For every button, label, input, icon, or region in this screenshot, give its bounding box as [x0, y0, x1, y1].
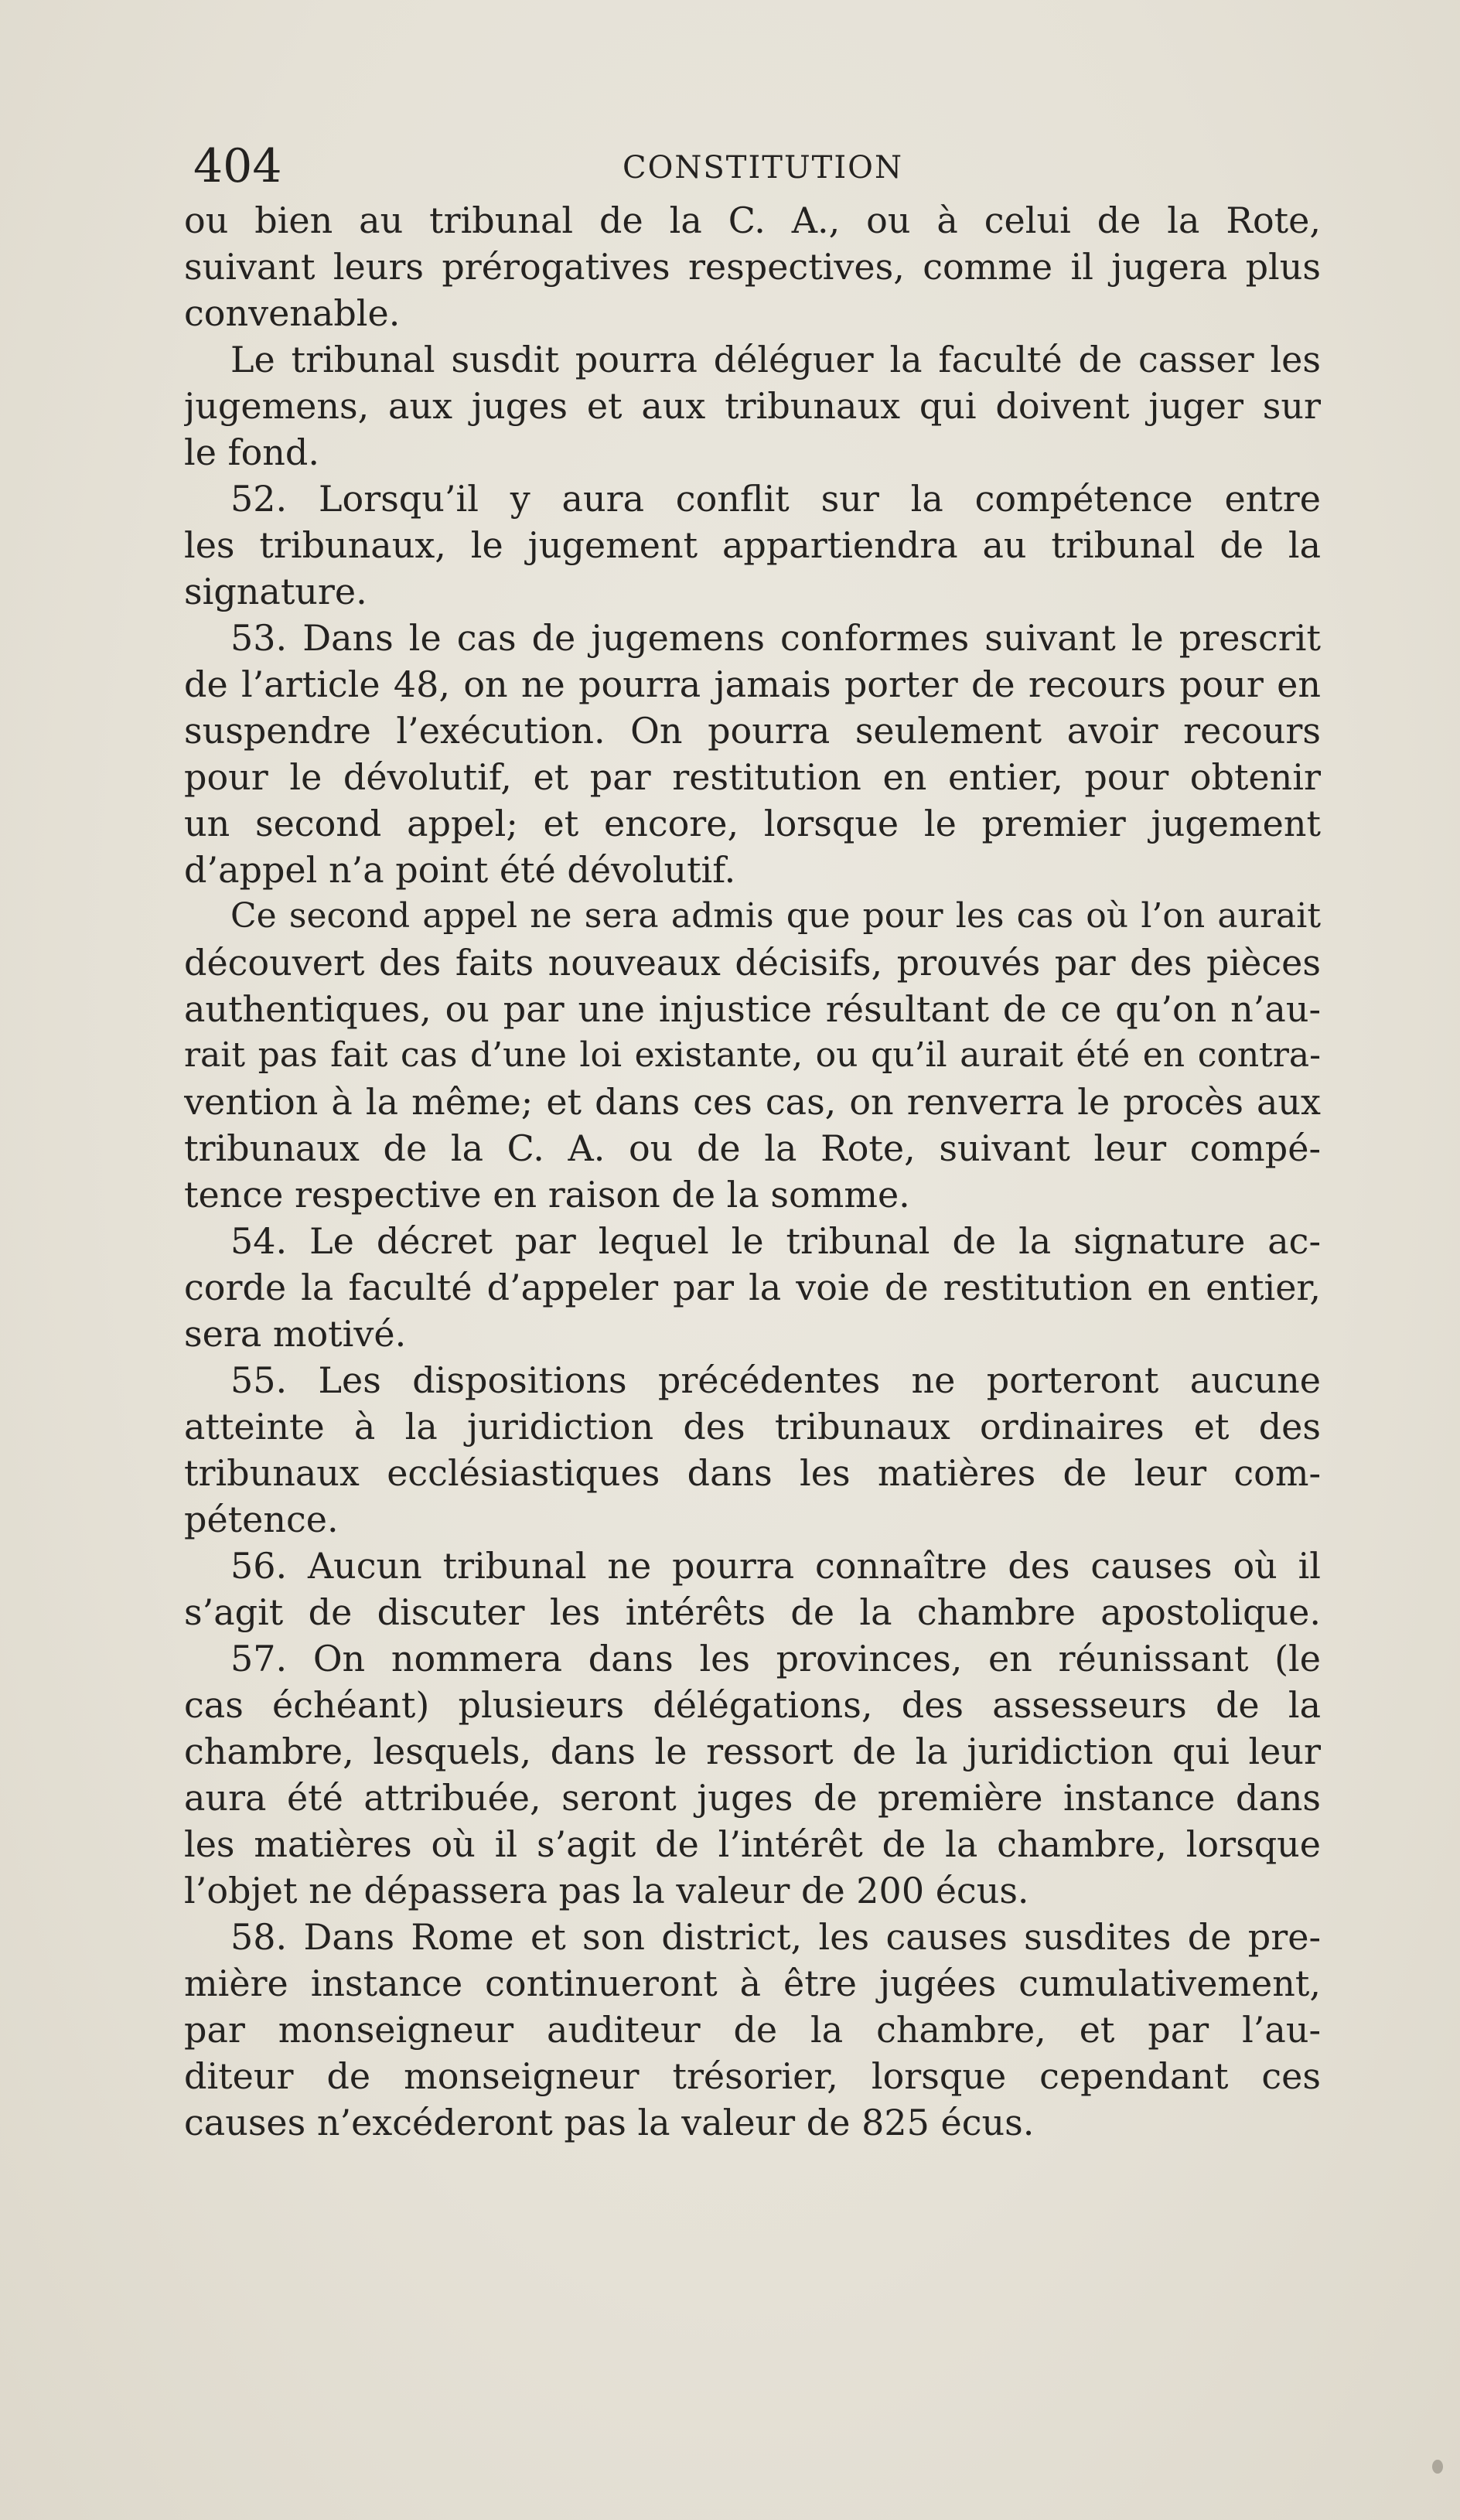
body-text [184, 197, 1321, 2146]
text-line: signature. [184, 571, 367, 612]
text-line: 52. Lorsqu’il y aura conflit sur la compétence entre [230, 478, 1321, 520]
text-line: atteinte à la juridiction des tribunaux ordinaires et des [184, 1406, 1321, 1448]
text-line: causes n’excéderont pas la valeur de 825 écus. [184, 2102, 1035, 2143]
text-line: vention à la même; et dans ces cas, on renverra le procès aux [184, 1081, 1321, 1123]
text-line: Le tribunal susdit pourra déléguer la faculté de casser les [230, 339, 1321, 380]
text-line: pétence. [184, 1499, 339, 1540]
text-line: diteur de monseigneur trésorier, lorsque cependant ces [184, 2055, 1321, 2097]
text-line: ou bien au tribunal de la C. A., ou à celui de la Rote, [184, 199, 1321, 241]
text-line: tribunaux ecclésiastiques dans les matières de leur com- [184, 1452, 1321, 1494]
text-line: sera motivé. [184, 1313, 407, 1355]
text-line: les matières où il s’agit de l’intérêt de la chambre, lorsque [184, 1823, 1321, 1865]
text-line: 54. Le décret par lequel le tribunal de la signature ac- [230, 1220, 1321, 1262]
text-line: tence respective en raison de la somme. [184, 1174, 910, 1216]
text-line: chambre, lesquels, dans le ressort de la juridiction qui leur [184, 1731, 1321, 1772]
text-line: convenable. [184, 292, 401, 334]
text-line: suspendre l’exécution. On pourra seulement avoir recours [184, 710, 1321, 752]
page-header [186, 131, 1315, 201]
text-line: d’appel n’a point été dévolutif. [184, 849, 736, 891]
text-line: 58. Dans Rome et son district, les causes susdites de pre- [230, 1916, 1321, 1958]
text-line: mière instance continueront à être jugées cumulativement, [184, 1962, 1321, 2004]
text-line: authentiques, ou par une injustice résultant de ce qu’on n’au- [184, 988, 1321, 1030]
text-line: le fond. [184, 431, 319, 473]
text-line: découvert des faits nouveaux décisifs, prouvés par des pièces [184, 942, 1321, 984]
text-line: pour le dévolutif, et par restitution en entier, pour obtenir [184, 756, 1321, 798]
paper-stain [1432, 2460, 1443, 2474]
page-number: 404 [193, 139, 282, 193]
text-line: tribunaux de la C. A. ou de la Rote, suivant leur compé- [184, 1127, 1321, 1169]
text-line: de l’article 48, on ne pourra jamais porter de recours pour en [184, 663, 1321, 705]
text-line: Ce second appel ne sera admis que pour les cas où l’on aurait [230, 896, 1321, 936]
text-line: 53. Dans le cas de jugemens conformes suivant le prescrit [230, 617, 1321, 659]
text-line: les tribunaux, le jugement appartiendra au tribunal de la [184, 524, 1321, 566]
text-line: un second appel; et encore, lorsque le premier jugement [184, 803, 1321, 844]
text-line: suivant leurs prérogatives respectives, comme il jugera plus [184, 246, 1321, 288]
text-line: rait pas fait cas d’une loi existante, ou qu’il aurait été en contra- [184, 1035, 1321, 1075]
text-line: aura été attribuée, seront juges de première instance dans [184, 1777, 1321, 1819]
text-line: l’objet ne dépassera pas la valeur de 200 écus. [184, 1870, 1029, 1911]
text-line: 55. Les dispositions précédentes ne porteront aucune [230, 1359, 1321, 1401]
text-line: s’agit de discuter les intérêts de la chambre apostolique. [184, 1591, 1321, 1633]
text-line: cas échéant) plusieurs délégations, des assesseurs de la [184, 1684, 1321, 1726]
text-line: 57. On nommera dans les provinces, en réunissant (le [230, 1638, 1321, 1679]
text-line: corde la faculté d’appeler par la voie de restitution en entier, [184, 1267, 1321, 1308]
text-line: par monseigneur auditeur de la chambre, et par l’au- [184, 2009, 1321, 2051]
text-line: jugemens, aux juges et aux tribunaux qui doivent juger sur [184, 385, 1321, 427]
running-title: CONSTITUTION [623, 150, 903, 186]
text-line: 56. Aucun tribunal ne pourra connaître des causes où il [230, 1545, 1321, 1587]
